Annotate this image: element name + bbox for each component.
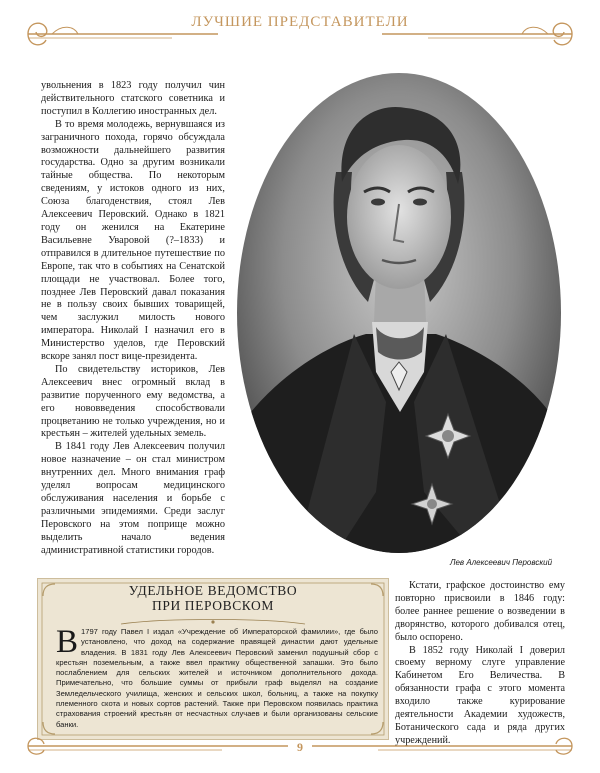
left-paragraph: увольнения в 1823 году получил чин действительного статского советника и поступил в Коллегию иностранных дел. [41, 80, 225, 117]
portrait-caption: Лев Алексеевич Перовский [450, 558, 553, 567]
box-title-line2: ПРИ ПЕРОВСКОМ [151, 598, 275, 613]
box-title [38, 583, 388, 613]
sidebar-box [37, 578, 389, 740]
right-text-column [395, 580, 565, 748]
right-paragraph: Кстати, графское достоинство ему повторно присвоили в 1846 году: более раннее решение о возведении в дворянство, которого добивался отец, было оспорено. [395, 580, 565, 643]
left-paragraph: По свидетельству историков, Лев Алексеевич внес огромный вклад в развитие порученного ему ведомства, а его нововведения способствовали процветанию не только учреждения, но и крестьян – жителей удельных земель. [41, 363, 225, 440]
box-body-text: 1797 году Павел I издал «Учреждение об Императорской фамилии», где было установлено, что доход на содержание правящей династии дают удельные владения. В 1831 году Лев Алексеевич Перовский заменил подушный сбор с крестьян поземельным, а также ввел практику общественной запашки. Это было послаблением для сельских жителей и источником дополнительного дохода. Примечательно, что большие суммы от прибыли граф выделял на создание Земледельческого училища, женских и сельских школ, больниц, а также на покупку племенного скота и новых сортов растений. Также при Перовском появилась практика страхования строений крестьян от несчастных случаев и были организованы сельские банки. [56, 627, 378, 729]
box-title-line1: УДЕЛЬНОЕ ВЕДОМСТВО [128, 583, 298, 598]
box-body [56, 624, 378, 730]
portrait-image [236, 72, 562, 554]
section-title: ЛУЧШИЕ ПРЕДСТАВИТЕЛИ [191, 14, 409, 30]
left-text-column [41, 80, 225, 558]
right-paragraph: В 1852 году Николай I доверил своему верному слуге управление Кабинетом Его Величества. В обязанности графа с этого момента входило также курирование деятельности Академии художеств, Ботанического сада и ряда других учреждений. [395, 644, 565, 746]
left-paragraph: В то время молодежь, вернувшаяся из заграничного похода, горячо обсуждала возможности дальнейшего развития государства. Одно за другим возникали тайные общества. По некоторым сведениям, у истоков одного из них, Союза благоденствия, стоял Лев Алексеевич Перовский. Однако в 1821 году он женился на Екатерине Васильевне Уваровой (?–1833) и отправился в длительное путешествие по Европе, так что в событиях на Сенатской площади не участвовал. Более того, позднее Лев Перовский давал показания не в пользу своих бывших товарищей, чем заслужил милость нового императора. Николай I назначил его в Министерство уделов, где Перовский вскоре занял пост вице-президента. [41, 118, 225, 363]
dropcap: В [56, 624, 79, 660]
left-paragraph: В 1841 году Лев Алексеевич получил новое назначение – он стал министром внутренних дел. Много внимания граф уделял вопросам медицинского обслуживания населения и борьбе с различными эпидемиями. Среди заслуг Перовского на этом поприще можно выделить начало ведения административной статистики городов. [41, 441, 225, 556]
page-number: 9 [297, 740, 303, 754]
